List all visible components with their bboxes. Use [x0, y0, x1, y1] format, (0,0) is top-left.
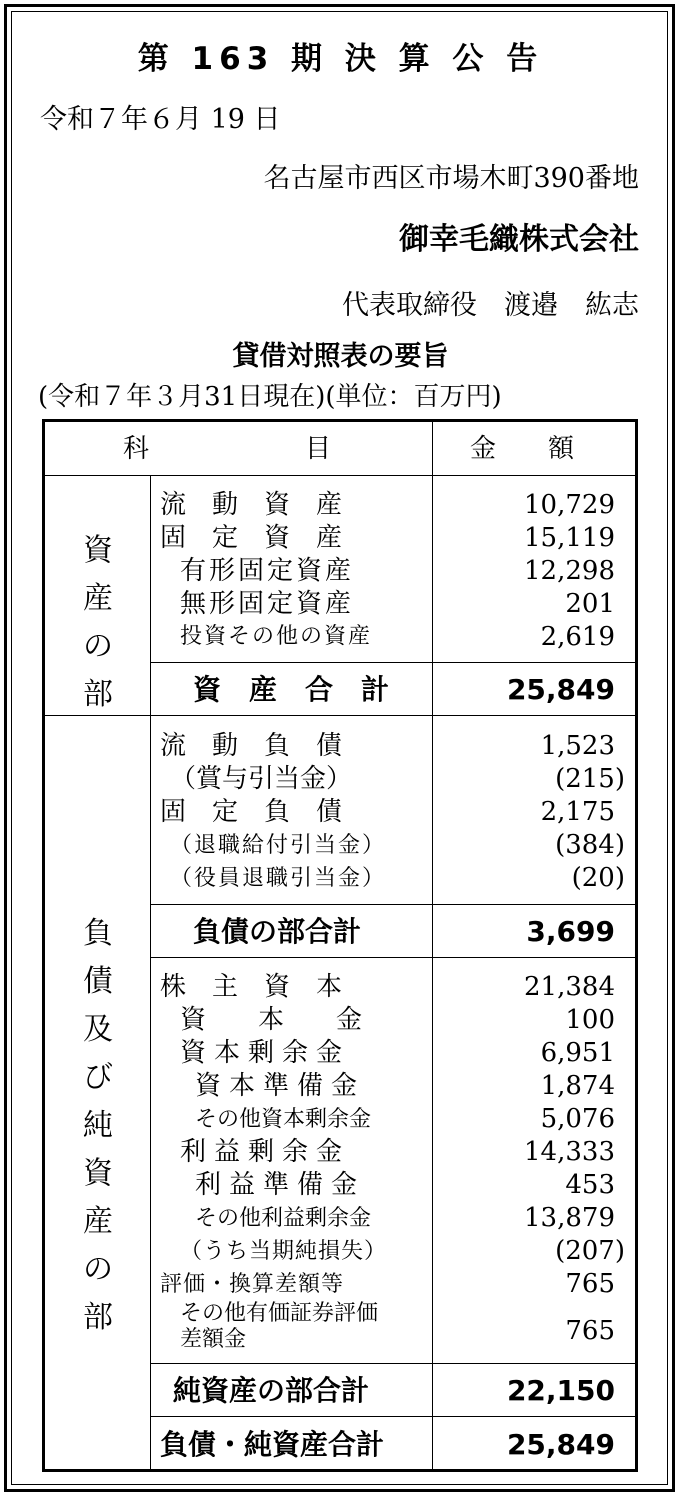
header-item: 科 目 — [123, 434, 332, 464]
row-value: 5,076 — [540, 1104, 615, 1134]
row-value: 2,619 — [540, 622, 615, 652]
liab-total-line-top — [150, 904, 635, 905]
amount-divider — [432, 422, 433, 1469]
company-address: 名古屋市西区市場木町390番地 — [263, 163, 639, 194]
row-value: 100 — [565, 1005, 615, 1035]
row-label: （退職給付引当金） — [170, 833, 387, 858]
row-value: (207) — [555, 1236, 625, 1266]
header-amount: 金 額 — [470, 434, 575, 464]
row-label: 評価・換算差額等 — [160, 1272, 345, 1297]
header-divider — [45, 475, 635, 476]
row-value: 1,874 — [540, 1071, 615, 1101]
section-divider — [150, 475, 151, 1469]
liabilities-total-label: 負債の部合計 — [193, 915, 362, 948]
net-assets-total-value: 22,150 — [506, 1374, 615, 1407]
row-label: 利益準備金 — [195, 1170, 366, 1200]
row-value: (20) — [571, 863, 625, 893]
row-label: 資本準備金 — [195, 1071, 366, 1101]
net-assets-total-line — [150, 1363, 635, 1364]
row-label: 流 動 負 債 — [160, 731, 343, 761]
company-name: 御幸毛織株式会社 — [399, 222, 639, 257]
row-value: 201 — [565, 589, 615, 619]
row-value: (384) — [555, 830, 625, 860]
grand-total-label: 負債・純資産合計 — [160, 1428, 385, 1461]
assets-total-line — [150, 662, 635, 663]
liabilities-total-value: 3,699 — [526, 915, 615, 948]
row-value: 453 — [565, 1170, 615, 1200]
row-label: 資 本 金 — [180, 1005, 363, 1035]
assets-total-label: 資 産 合 計 — [193, 673, 390, 706]
row-value: 1,523 — [540, 731, 615, 761]
row-value: 6,951 — [540, 1038, 615, 1068]
row-value: 13,879 — [524, 1203, 615, 1233]
row-value: 10,729 — [524, 490, 615, 520]
representative: 代表取締役 渡邉 紘志 — [342, 290, 639, 321]
row-label: 差額金 — [180, 1327, 247, 1352]
assets-liab-divider — [45, 715, 635, 716]
row-label: 資本剰余金 — [180, 1038, 351, 1068]
row-value: 14,333 — [524, 1137, 615, 1167]
row-label: 利益剰余金 — [180, 1137, 351, 1167]
row-value: 12,298 — [524, 556, 615, 586]
row-label: その他利益剰余金 — [195, 1206, 372, 1231]
balance-sheet-title: 貸借対照表の要旨 — [232, 341, 449, 372]
row-label: （賞与引当金） — [170, 764, 353, 794]
assets-total-value: 25,849 — [506, 673, 615, 706]
grand-total-value: 25,849 — [506, 1428, 615, 1461]
row-label: 株 主 資 本 — [160, 972, 343, 1002]
notice-date: 令和７年６月 19 日 — [40, 104, 281, 135]
row-value: 2,175 — [540, 797, 615, 827]
notice-title: 第 163 期 決 算 公 告 — [137, 41, 544, 77]
row-value: 21,384 — [524, 972, 615, 1002]
row-label: 有形固定資産 — [180, 556, 355, 586]
row-label: 無形固定資産 — [180, 589, 355, 619]
grand-total-line — [150, 1416, 635, 1417]
row-value: 765 — [565, 1269, 615, 1299]
row-value: 15,119 — [524, 523, 615, 553]
row-label: （役員退職引当金） — [170, 866, 387, 891]
row-label: 投資その他の資産 — [180, 624, 373, 649]
row-label: その他有価証券評価 — [180, 1301, 379, 1326]
row-label: 流 動 資 産 — [160, 490, 343, 520]
row-label: 固 定 資 産 — [160, 523, 343, 553]
row-label: その他資本剰余金 — [195, 1107, 372, 1132]
row-label: 固 定 負 債 — [160, 797, 343, 827]
net-assets-total-label: 純資産の部合計 — [173, 1374, 370, 1407]
section-assets: 資産の部 — [83, 533, 113, 712]
section-liabilities-net-assets: 負債及び純資産の部 — [83, 916, 113, 1335]
balance-sheet-table — [42, 419, 638, 1472]
row-value: (215) — [555, 764, 625, 794]
period-unit: (令和７年３月31日現在)(単位：百万円) — [38, 382, 502, 412]
row-value: 765 — [565, 1316, 615, 1346]
row-label: （うち当期純損失） — [180, 1239, 388, 1264]
liab-total-line-bottom — [150, 957, 635, 958]
